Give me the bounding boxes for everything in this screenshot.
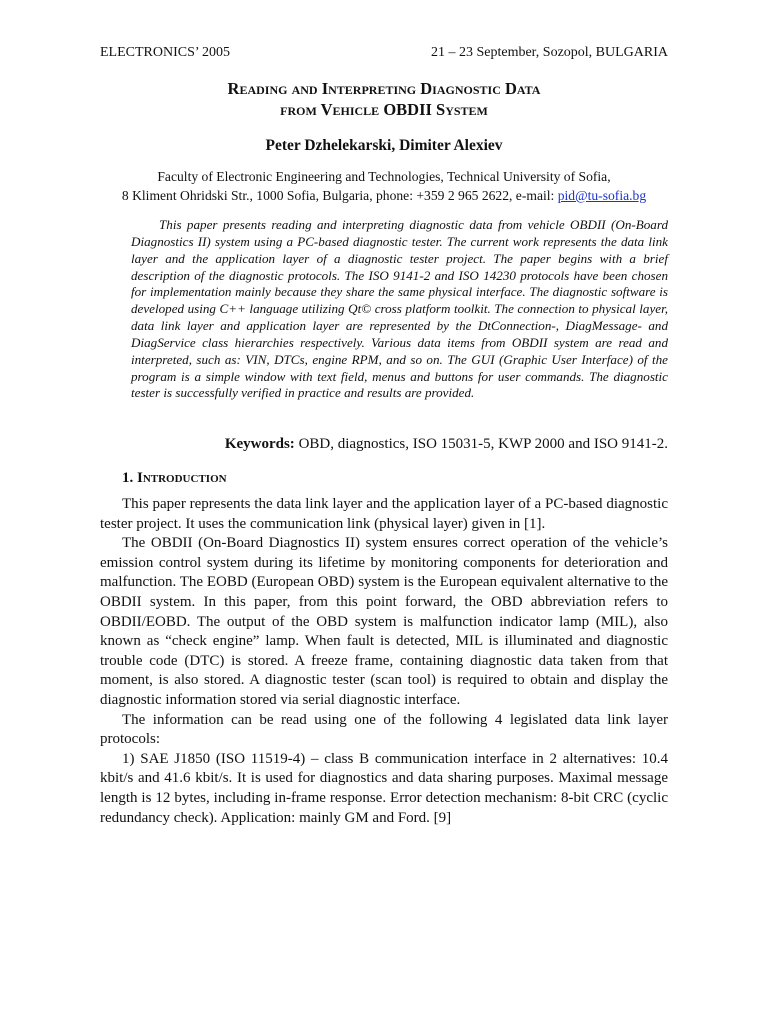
title-line-2: from Vehicle OBDII System bbox=[280, 100, 488, 119]
header-date-location: 21 – 23 September, Sozopol, BULGARIA bbox=[430, 45, 668, 60]
introduction-body bbox=[100, 495, 668, 828]
affiliation-address: 8 Kliment Ohridski Str., 1000 Sofia, Bulgaria, phone: +359 2 965 2622, e-mail: bbox=[121, 188, 558, 203]
header-conference: ELECTRONICS’ 2005 bbox=[100, 45, 231, 60]
abstract: This paper presents reading and interpreting diagnostic data from vehicle OBDII (On-Board Diagnostics II) system using a PC-based diagnostic tester. The current work represents the data link layer and the application layer of a diagnostic tester project. The paper begins with a brief description of the diagnostic protocols. The ISO 9141-2 and ISO 14230 protocols have been chosen for implementation mainly because they share the same physical interface. The diagnostic software is developed using C++ language utilizing Qt© cross platform toolkit. The connection to physical layer, data link layer and application layer are represented by the DtConnection-, DiagMessage- and DiagService class hierarchies respectively. Various data items from OBDII system are read and interpreted, such as: VIN, DTCs, engine RPM, and so on. The GUI (Graphic User Interface) of the program is a simple window with text field, menus and buttons for user commands. The diagnostic tester is successfully verified in practice and results are provided. bbox=[131, 217, 668, 401]
affiliation-line-2 bbox=[100, 186, 668, 205]
running-header bbox=[100, 44, 668, 62]
paragraph: This paper represents the data link layer and the application layer of a PC-based diagnostic tester project. It uses the communication link (physical layer) given in [1]. bbox=[100, 496, 668, 532]
paper-title bbox=[100, 78, 668, 120]
email-link[interactable]: pid@tu-sofia.bg bbox=[557, 188, 647, 203]
author-affiliation bbox=[100, 167, 668, 205]
keywords bbox=[100, 435, 668, 454]
paragraph: 1) SAE J1850 (ISO 11519-4) – class B communication interface in 2 alternatives: 10.4 kbit/s and 41.6 kbit/s. It is used for diagnostics and data sharing purposes. Maximal message length is 12 bytes, including in-frame response. Error detection mechanism: 8-bit CRC (cyclic redundancy check). Application: mainly GM and Ford. [9] bbox=[100, 750, 668, 826]
paragraph: The OBDII (On-Board Diagnostics II) system ensures correct operation of the vehicle’s emission control system during its lifetime by monitoring components for deterioration and malfunction. The EOBD (European OBD) system is the European equivalent alternative to the OBDII system. In this paper, from this point forward, the OBD abbreviation refers to OBDII/EOBD. The output of the OBD system is malfunction indicator lamp (MIL), also known as “check engine” lamp. When fault is detected, MIL is illuminated and diagnostic trouble code (DTC) is stored. A freeze frame, containing diagnostic data taken from that moment, is also stored. A diagnostic tester (scan tool) is required to obtain and display the diagnostic information stored via serial diagnostic interface. bbox=[100, 535, 668, 708]
keywords-label: Keywords: bbox=[224, 436, 295, 452]
section-number: 1. bbox=[122, 470, 137, 486]
keywords-text: OBD, diagnostics, ISO 15031-5, KWP 2000 and ISO 9141-2. bbox=[294, 436, 668, 452]
paragraph: The information can be read using one of the following 4 legislated data link layer protocols: bbox=[100, 711, 668, 748]
title-line-1: Reading and Interpreting Diagnostic Data bbox=[227, 79, 541, 98]
affiliation-line-1: Faculty of Electronic Engineering and Technologies, Technical University of Sofia, bbox=[157, 169, 611, 184]
section-heading-introduction bbox=[122, 469, 227, 488]
section-title: Introduction bbox=[137, 470, 227, 486]
paper-authors: Peter Dzhelekarski, Dimiter Alexiev bbox=[265, 137, 503, 154]
